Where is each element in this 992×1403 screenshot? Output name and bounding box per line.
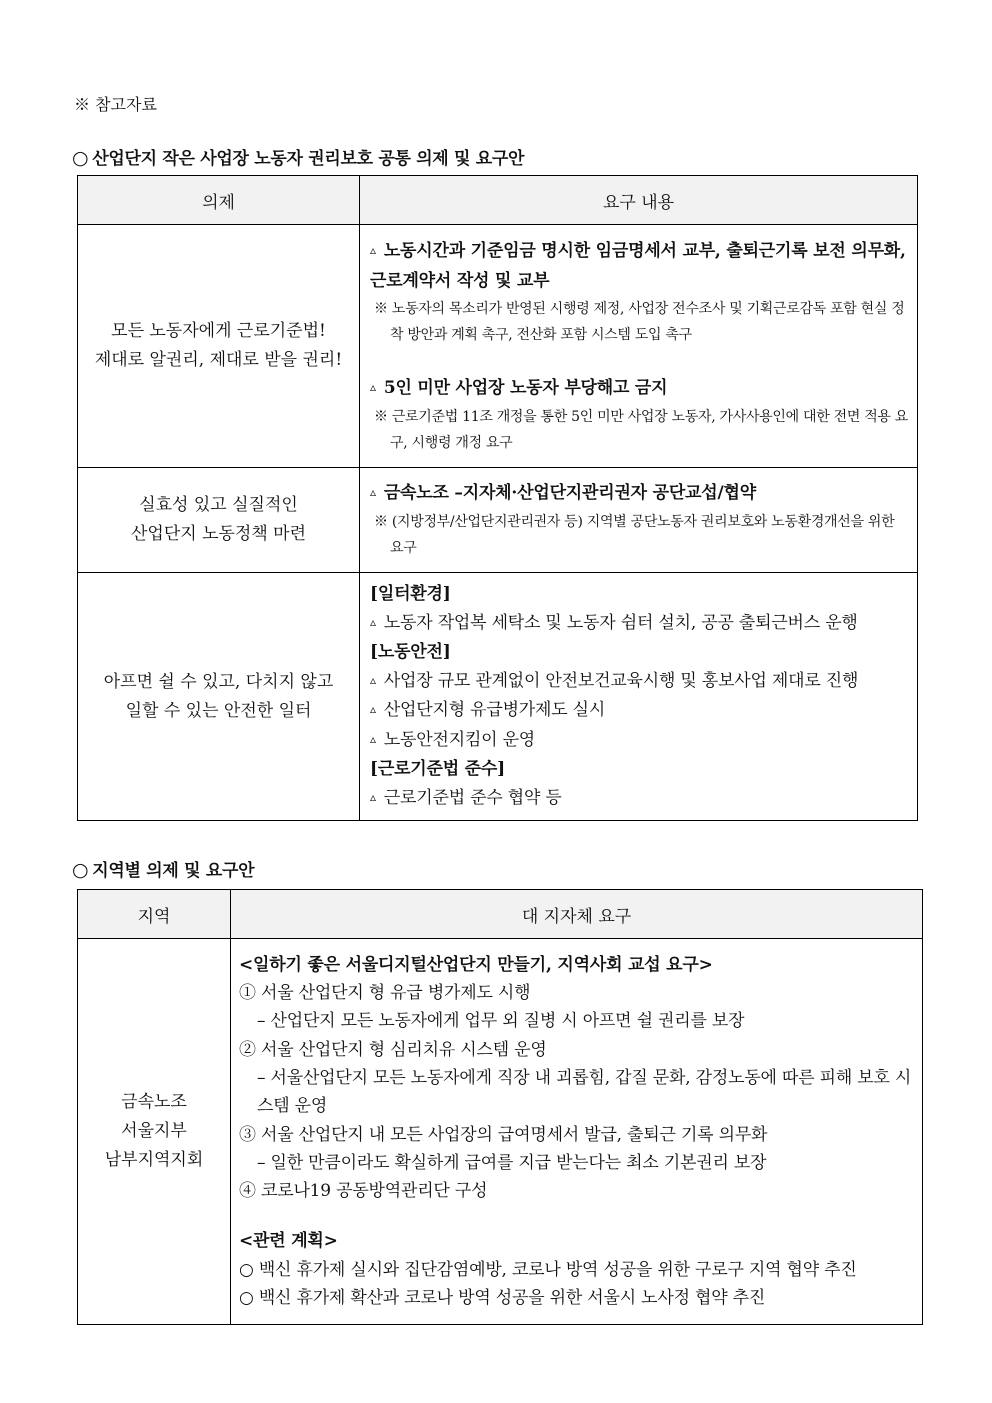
- demand-text: 사업장 규모 관계없이 안전보건교육시행 및 홍보사업 제대로 진행: [383, 670, 859, 691]
- plan-heading: <관련 계획>: [239, 1231, 338, 1252]
- triangle-bullet-icon: ▵: [370, 672, 376, 687]
- demand-cell: [231, 939, 923, 1325]
- section2-title: [72, 856, 254, 881]
- header-region: 지역: [78, 890, 231, 939]
- demand-cell: [360, 573, 918, 821]
- agenda-cell: [78, 225, 360, 468]
- header-demand: 대 지자체 요구: [231, 890, 923, 939]
- circle-icon: ○: [72, 859, 89, 881]
- triangle-bullet-icon: ▵: [370, 242, 376, 257]
- plan-item: ○ 백신 휴가제 확산과 코로나 방역 성공을 위한 서울시 노사정 협약 추진: [239, 1287, 766, 1308]
- demand-item: [370, 784, 909, 814]
- demand-item: ② 서울 산업단지 형 심리치유 시스템 운영: [239, 1039, 547, 1060]
- agenda-cell: [78, 573, 360, 821]
- table-row: [78, 573, 918, 821]
- section2-title-text: 지역별 의제 및 요구안: [92, 861, 255, 881]
- table-row: [78, 939, 923, 1325]
- demand-note: ※ (지방정부/산업단지관리권자 등) 지역별 공단노동자 권리보호와 노동환경개선을 위한 요구: [374, 514, 895, 556]
- table-header-row: [78, 176, 918, 225]
- triangle-bullet-icon: ▵: [370, 614, 376, 629]
- common-agenda-table: [77, 175, 918, 821]
- header-agenda: 의제: [78, 176, 360, 225]
- region-cell: [78, 939, 231, 1325]
- region-line: 금속노조: [121, 1092, 187, 1112]
- plan-item: ○ 백신 휴가제 실시와 집단감염예방, 코로나 방역 성공을 위한 구로구 지역 협약 추진: [239, 1259, 857, 1280]
- regional-agenda-table: [77, 889, 923, 1325]
- demand-title: 금속노조 –지자체·산업단지관리권자 공단교섭/협약: [383, 483, 756, 503]
- section1-title-text: 산업단지 작은 사업장 노동자 권리보호 공통 의제 및 요구안: [92, 149, 525, 169]
- demand-item: [370, 479, 909, 509]
- demand-item: ④ 코로나19 공동방역관리단 구성: [239, 1181, 488, 1202]
- agenda-line: 일할 수 있는 안전한 일터: [125, 700, 312, 721]
- header-demand: 요구 내용: [360, 176, 918, 225]
- demand-note: ※ 노동자의 목소리가 반영된 시행령 제정, 사업장 전수조사 및 기획근로감독 포함 현실 정착 방안과 계획 촉구, 전산화 포함 시스템 도입 촉구: [374, 300, 905, 343]
- table-row: [78, 468, 918, 573]
- demand-item: [370, 237, 909, 296]
- region-line: 남부지역지회: [104, 1150, 204, 1170]
- demand-item: ① 서울 산업단지 형 유급 병가제도 시행: [239, 983, 531, 1004]
- demand-heading: <일하기 좋은 서울디지털산업단지 만들기, 지역사회 교섭 요구>: [239, 954, 713, 975]
- demand-item: [370, 667, 909, 697]
- demand-title: 5인 미만 사업장 노동자 부당해고 금지: [383, 377, 668, 398]
- category-heading: [근로기준법 준수]: [370, 759, 505, 779]
- agenda-cell: [78, 468, 360, 573]
- triangle-bullet-icon: ▵: [370, 702, 376, 716]
- section1-title: [72, 144, 524, 169]
- category-heading: [일터환경]: [370, 584, 451, 604]
- demand-text: 근로기준법 준수 협약 등: [383, 787, 562, 808]
- demand-subitem: – 일한 만큼이라도 확실하게 급여를 지급 받는다는 최소 기본권리 보장: [257, 1152, 767, 1173]
- table-header-row: [78, 890, 923, 939]
- demand-text: 노동자 작업복 세탁소 및 노동자 쉼터 설치, 공공 출퇴근버스 운행: [383, 612, 858, 633]
- region-line: 서울지부: [121, 1121, 187, 1141]
- agenda-line: 실효성 있고 실질적인: [139, 495, 298, 515]
- demand-item: [370, 726, 909, 756]
- agenda-line: 산업단지 노동정책 마련: [130, 524, 307, 544]
- demand-text: 노동안전지킴이 운영: [383, 729, 536, 750]
- triangle-bullet-icon: ▵: [370, 379, 376, 394]
- demand-item: [370, 374, 909, 404]
- agenda-line: 아프면 쉴 수 있고, 다치지 않고: [103, 671, 334, 692]
- agenda-line: 모든 노동자에게 근로기준법!: [111, 321, 326, 341]
- demand-text: 산업단지형 유급병가제도 실시: [383, 700, 606, 720]
- category-heading: [노동안전]: [370, 642, 451, 662]
- demand-subitem: – 산업단지 모든 노동자에게 업무 외 질병 시 아프면 쉴 권리를 보장: [257, 1011, 745, 1032]
- demand-item: ③ 서울 산업단지 내 모든 사업장의 급여명세서 발급, 출퇴근 기록 의무화: [239, 1124, 768, 1145]
- agenda-line: 제대로 알권리, 제대로 받을 권리!: [94, 350, 343, 370]
- triangle-bullet-icon: ▵: [370, 731, 376, 746]
- demand-title: 노동시간과 기준임금 명시한 임금명세서 교부, 출퇴근기록 보전 의무화, 근로계약서 작성 및 교부: [370, 240, 906, 291]
- demand-cell: [360, 225, 918, 468]
- demand-note: ※ 근로기준법 11조 개정을 통한 5인 미만 사업장 노동자, 가사사용인에 대한 전면 적용 요구, 시행령 개정 요구: [374, 408, 909, 451]
- demand-item: [370, 696, 909, 726]
- demand-cell: [360, 468, 918, 573]
- triangle-bullet-icon: ▵: [370, 485, 376, 499]
- circle-icon: ○: [72, 147, 89, 169]
- triangle-bullet-icon: ▵: [370, 789, 376, 804]
- demand-item: [370, 609, 909, 639]
- table-row: [78, 225, 918, 468]
- reference-note: ※ 참고자료: [74, 95, 157, 114]
- demand-subitem: – 서울산업단지 모든 노동자에게 직장 내 괴롭힘, 갑질 문화, 감정노동에 따른 피해 보호 시스템 운영: [257, 1067, 912, 1117]
